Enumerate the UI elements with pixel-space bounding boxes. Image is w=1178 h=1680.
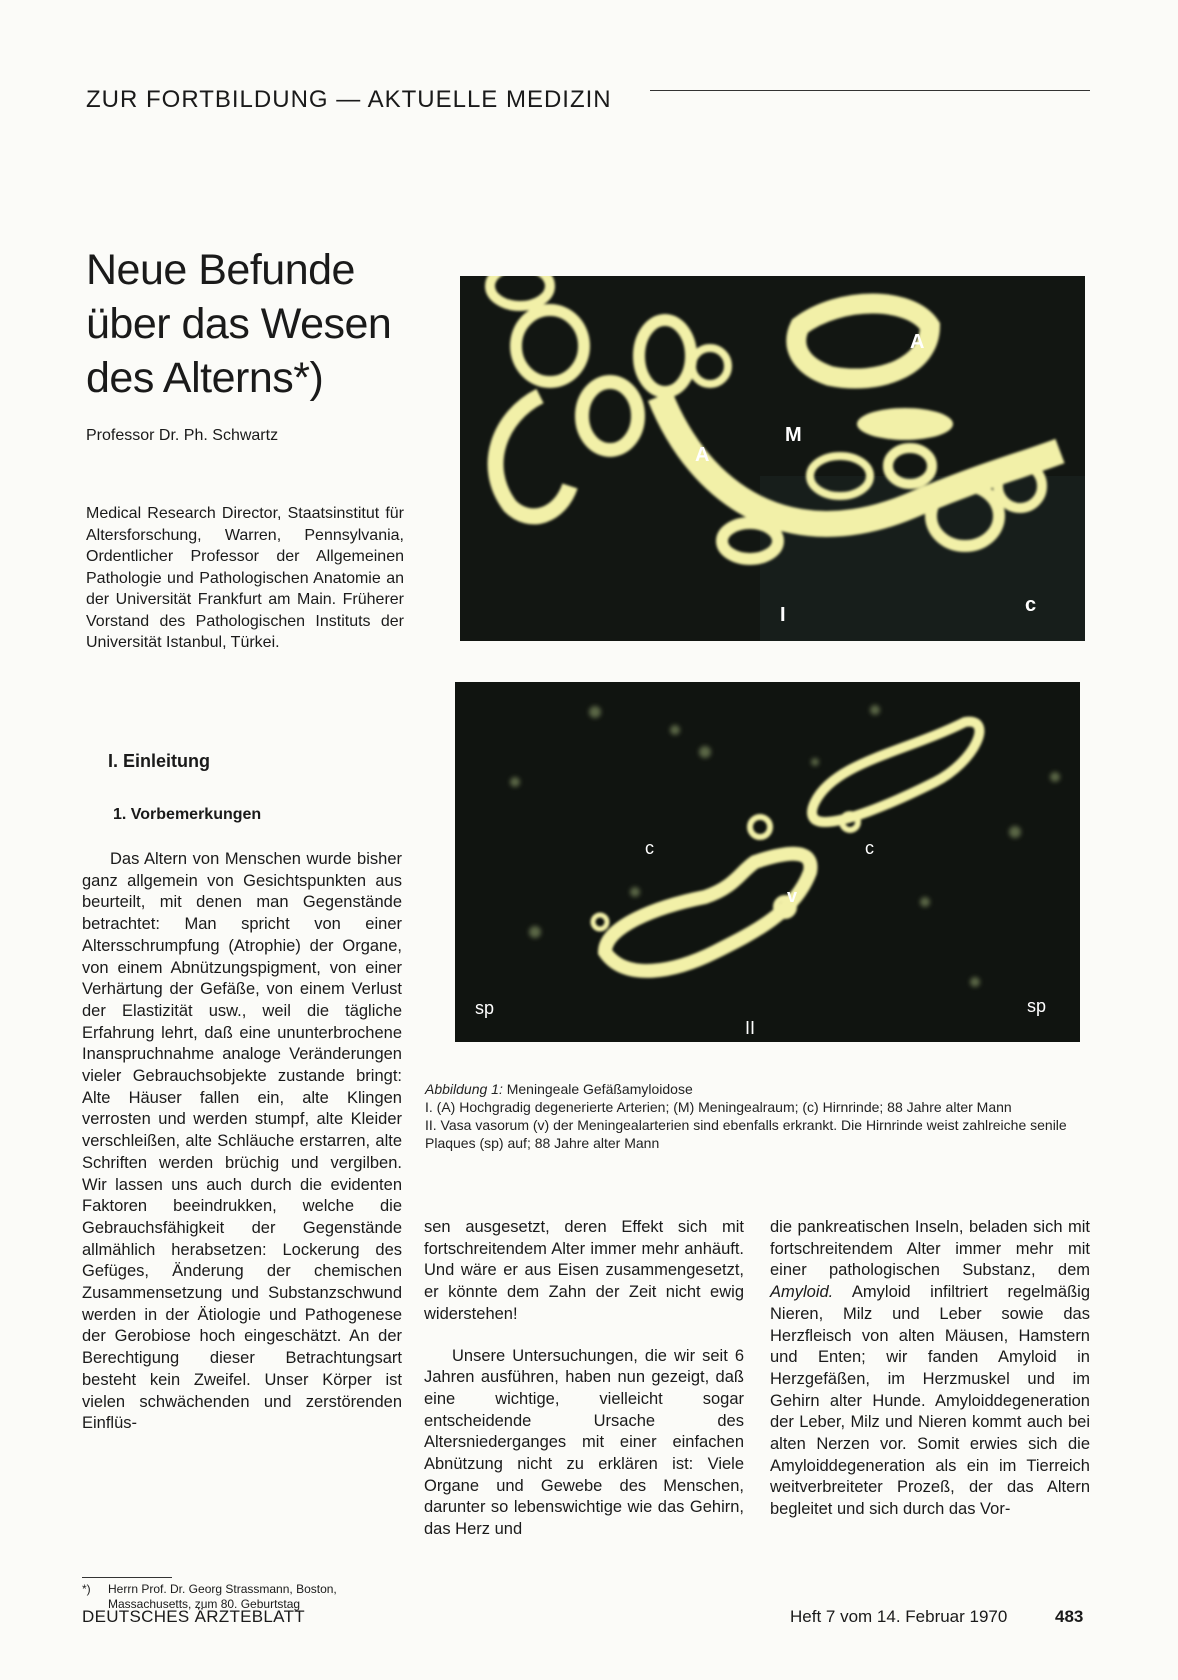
footnote-rule <box>82 1577 172 1578</box>
subsection-heading: 1. Vorbemerkungen <box>113 806 262 823</box>
body-column-3 <box>770 1217 1090 1521</box>
article-title <box>86 243 426 405</box>
footnote-mark: *) <box>82 1582 91 1596</box>
body-paragraph: Das Altern von Menschen wurde bisher ganz allgemein von Gesichtspunkten aus beurteilt, mit denen man Gegenstände betrachtet: Man spricht von einer Altersschrumpfung (Atrophie) der Organe, von einem Abnützungspigment, von einer Verhärtung der Gefäße, von einem Verlust der Elastizität usw., weil die tägliche Erfahrung lehrt, daß eine ununterbrochene Inanspruchnahme analoge Veränderungen vieler Gebrauchsobjekte zustande bringt: Alte Häuser fallen ein, alte Klingen verrosten und werden stumpf, alte Kleider verschleißen, alte Schläuche erstarren, alte Schriften werden brüchig und vergilben. Wir lassen uns auch durch die evidenten Faktoren beeindrukken, welche die Gebrauchsfähigkeit der Gegenstände allmählich herabsetzen: Lockerung des Gefüges, Änderung der chemischen Zusammensetzung und Substanzschwund werden in der Ätiologie und Pathogenese der Gerobiose hoch eingeschätzt. An der Berechtigung dieser Betrachtungsart besteht kein Zweifel. Unser Körper ist vielen schwächenden und zerstörenden Einflüs- <box>82 850 402 1433</box>
micrograph-1-image <box>460 276 1085 641</box>
micrograph-2-image <box>455 682 1080 1042</box>
label-I: I <box>780 604 786 626</box>
label-A-left: A <box>695 444 710 466</box>
text-run: die pankreatischen Inseln, beladen sich mit fortschreitendem Alter immer mehr mit einer pathologischen Substanz, dem <box>770 1218 1090 1280</box>
body-column-1 <box>82 849 402 1435</box>
section-heading: I. Einleitung <box>108 751 210 771</box>
footer-journal: DEUTSCHES ÄRZTEBLATT <box>82 1607 305 1626</box>
micrograph-1 <box>460 276 1085 641</box>
author-affiliation: Medical Research Director, Staatsinstitut für Altersforschung, Warren, Pennsylvania, Ordentlicher Professor der Allgemeinen Pathologie und Pathologischen Anatomie an der Universität Frankfurt am Main. Früherer Vorstand des Pathologischen Instituts der Universität Istanbul, Türkei. <box>86 505 404 651</box>
caption-title: Meningeale Gefäßamyloidose <box>506 1081 693 1097</box>
text-run: Amyloid infiltriert regelmäßig Nieren, Milz und Leber sowie das Herzfleisch von alten Mäusen, Hamstern und Enten; wir fanden Amyloid in Herzgefäßen, im Herzmuskel und im Gehirn alter Hunde. Amyloiddegeneration der Leber, Milz und Nieren kommt auch bei alten Nerzen vor. Somit erwies sich die Amyloiddegeneration als ein im Tierreich weitverbreiteter Prozeß, der das Altern begleitet und sich durch das Vor- <box>770 1283 1090 1519</box>
caption-line-2: II. Vasa vasorum (v) der Meningealarterien sind ebenfalls erkrankt. Die Hirnrinde weist zahlreiche senile Plaques (sp) auf; 88 Jahre alter Mann <box>425 1117 1067 1151</box>
caption-prefix: Abbildung 1: <box>425 1081 503 1097</box>
caption-line-1: I. (A) Hochgradig degenerierte Arterien; (M) Meningealraum; (c) Hirnrinde; 88 Jahre alter Mann <box>425 1099 1012 1115</box>
footnote-text: Herrn Prof. Dr. Georg Strassmann, Boston, Massachusetts, zum 80. Geburtstag <box>108 1582 337 1611</box>
label-sp-right: sp <box>1027 996 1047 1016</box>
figure-caption <box>425 1080 1090 1152</box>
micrograph-2 <box>455 682 1080 1042</box>
label-sp-left: sp <box>475 998 495 1018</box>
caption-title-line <box>425 1080 1090 1098</box>
author-name: Professor Dr. Ph. Schwartz <box>86 427 279 444</box>
body-paragraph: Unsere Untersuchungen, die wir seit 6 Jahren ausführen, haben nun gezeigt, daß eine wichtige, vielleicht sogar entscheidende Ursache des Altersniederganges mit einer einfachen Abnützung nicht zu erklären ist: Viele Organe und Gewebe des Menschen, darunter so lebenswichtige wie das Gehirn, das Herz und <box>424 1346 744 1539</box>
body-column-2 <box>424 1217 744 1541</box>
label-v: v <box>787 886 798 906</box>
body-paragraph: sen ausgesetzt, deren Effekt sich mit fortschreitendem Alter immer mehr anhäuft. Und wäre er aus Eisen zusammengesetzt, er könnte dem Zahn der Zeit nicht ewig widerstehen! <box>424 1218 744 1323</box>
title-line-3: des Alterns*) <box>86 354 324 402</box>
title-line-2: über das Wesen <box>86 300 392 348</box>
label-A-top: A <box>910 331 925 353</box>
label-c-right: c <box>865 838 874 858</box>
emphasis-amyloid: Amyloid. <box>770 1283 834 1302</box>
section-header: ZUR FORTBILDUNG — AKTUELLE MEDIZIN <box>86 86 612 113</box>
page-number: 483 <box>1055 1607 1084 1626</box>
header-rule <box>650 90 1090 91</box>
label-c-left: c <box>645 838 654 858</box>
label-M: M <box>785 424 802 446</box>
footer-issue: Heft 7 vom 14. Februar 1970 <box>790 1607 1008 1626</box>
body-paragraph <box>770 1217 1090 1521</box>
label-c: c <box>1025 594 1037 616</box>
label-II: II <box>745 1018 756 1038</box>
title-line-1: Neue Befunde <box>86 246 355 294</box>
